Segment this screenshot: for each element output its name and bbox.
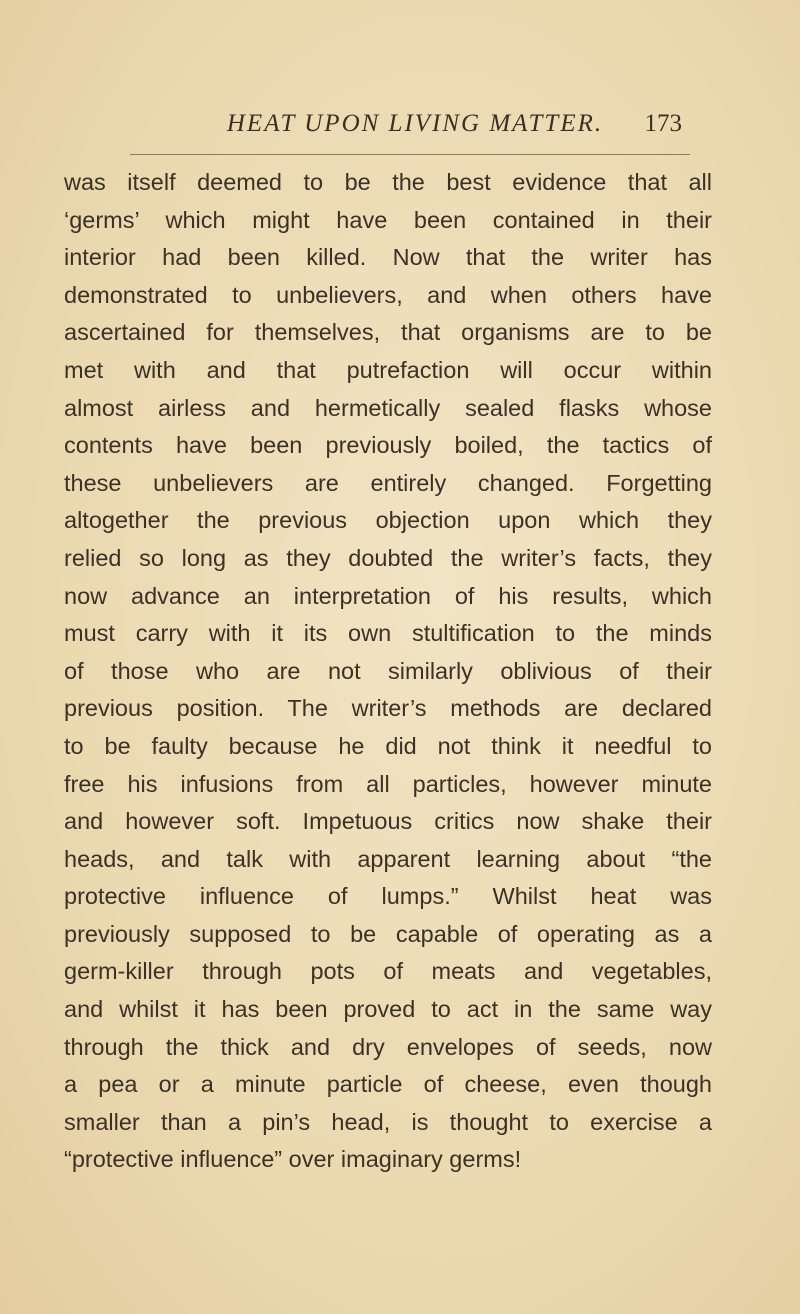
text-line: previous position. The writer’s methods are declared <box>64 695 712 722</box>
text-line: of those who are not similarly oblivious of their <box>64 657 712 684</box>
text-line: through the thick and dry envelopes of seeds, now <box>64 1033 712 1060</box>
text-line: must carry with it its own stultification to the minds <box>64 620 712 647</box>
text-line: to be faulty because he did not think it needful to <box>64 732 712 759</box>
text-line: previously supposed to be capable of operating as a <box>64 920 712 947</box>
text-line: interior had been killed. Now that the writer has <box>64 244 712 271</box>
text-line: protective influence of lumps.” Whilst heat was <box>64 883 712 910</box>
text-line: and however soft. Impetuous critics now shake their <box>64 808 712 835</box>
text-line: ‘germs’ which might have been contained in their <box>64 206 712 233</box>
text-line: demonstrated to unbelievers, and when others have <box>64 281 712 308</box>
body-paragraph <box>64 164 712 1179</box>
page-number: 173 <box>644 110 682 137</box>
text-line: ascertained for themselves, that organisms are to be <box>64 319 712 346</box>
text-line: met with and that putrefaction will occur within <box>64 356 712 383</box>
text-line: now advance an interpretation of his results, which <box>64 582 712 609</box>
text-line: a pea or a minute particle of cheese, even though <box>64 1071 712 1098</box>
text-line: free his infusions from all particles, however minute <box>64 770 712 797</box>
text-line: smaller than a pin’s head, is thought to exercise a <box>64 1108 712 1135</box>
text-line: heads, and talk with apparent learning about “the <box>64 845 712 872</box>
text-line: altogether the previous objection upon which they <box>64 507 712 534</box>
text-line: relied so long as they doubted the writer’s facts, they <box>64 544 712 571</box>
text-line: “protective influence” over imaginary germs! <box>64 1146 522 1173</box>
text-line: these unbelievers are entirely changed. Forgetting <box>64 469 712 496</box>
text-line: and whilst it has been proved to act in the same way <box>64 996 712 1023</box>
text-line: contents have been previously boiled, the tactics of <box>64 432 712 459</box>
text-line: germ-killer through pots of meats and vegetables, <box>64 958 712 985</box>
text-line: almost airless and hermetically sealed flasks whose <box>64 394 712 421</box>
header-rule <box>130 154 690 155</box>
text-line: was itself deemed to be the best evidence that all <box>64 169 712 195</box>
running-title: HEAT UPON LIVING MATTER. <box>226 110 604 137</box>
running-head <box>120 106 710 150</box>
